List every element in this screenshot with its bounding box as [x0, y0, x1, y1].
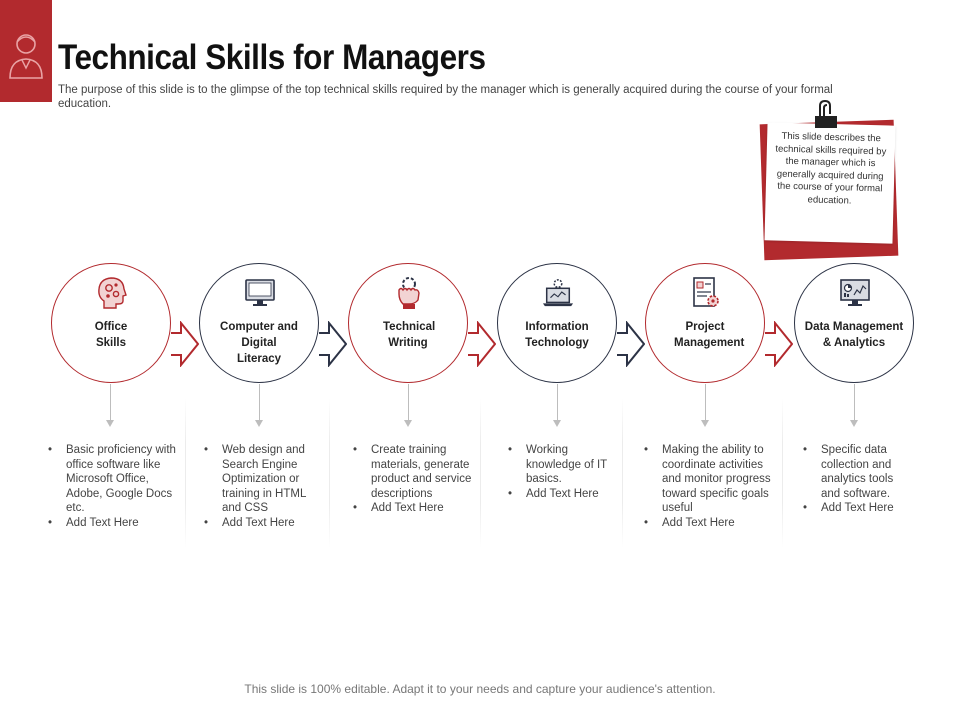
column-divider — [782, 398, 783, 548]
connector-arrowhead — [850, 420, 858, 427]
list-item: • Add Text Here — [642, 516, 772, 531]
connector-line — [259, 384, 260, 424]
list-item: • Add Text Here — [46, 516, 178, 531]
step-arrow — [171, 321, 199, 367]
step-label: Project Management — [674, 321, 745, 349]
connector-line — [854, 384, 855, 424]
bullet-list — [506, 443, 616, 501]
step-label: Office Skills — [94, 321, 128, 349]
fist-gear-icon — [393, 276, 425, 310]
connector-line — [705, 384, 706, 424]
list-item: • Basic proficiency with office software like Microsoft Office, Adobe, Google Docs etc. — [46, 443, 178, 516]
list-item: • Making the ability to coordinate activities and monitor progress toward specific goals useful — [642, 443, 772, 516]
connector-line — [110, 384, 111, 424]
footer-note: This slide is 100% editable. Adapt it to your needs and capture your audience's attention. — [244, 682, 716, 696]
monitor-icon — [244, 278, 276, 308]
bullet-list — [351, 443, 476, 516]
step-computer-literacy — [199, 263, 319, 383]
list-item: • Add Text Here — [351, 501, 476, 516]
column-divider — [480, 398, 481, 548]
step-label: Information Technology — [525, 321, 589, 349]
connector-arrowhead — [404, 420, 412, 427]
connector-arrowhead — [701, 420, 709, 427]
column-divider — [185, 398, 186, 548]
sticky-note — [760, 100, 900, 260]
step-technical-writing — [348, 263, 468, 383]
analytics-monitor-icon — [839, 277, 871, 309]
connector-arrowhead — [553, 420, 561, 427]
bullet-list — [46, 443, 178, 530]
step-label: Computer and Digital Literacy — [220, 321, 298, 365]
step-arrow — [765, 321, 793, 367]
connector-arrowhead — [106, 420, 114, 427]
step-arrow — [468, 321, 496, 367]
step-label: Technical Writing — [383, 321, 436, 349]
document-gear-icon — [690, 276, 722, 310]
list-item: • Add Text Here — [506, 487, 616, 502]
corner-badge — [0, 0, 52, 102]
bullet-list — [202, 443, 324, 530]
list-item: • Working knowledge of IT basics. — [506, 443, 616, 487]
step-arrow — [319, 321, 347, 367]
list-item: • Specific data collection and analytics tools and software. — [801, 443, 913, 501]
list-item: • Add Text Here — [202, 516, 324, 531]
note-text: This slide describes the technical skills required by the manager which is generally acquired during the course of your formal education. — [764, 122, 895, 243]
page-subtitle: The purpose of this slide is to the glimpse of the top technical skills required by the manager which is generally acquired during the course of your formal education. — [58, 84, 833, 110]
step-information-technology — [497, 263, 617, 383]
connector-arrowhead — [255, 420, 263, 427]
bullet-list — [801, 443, 913, 516]
list-item: • Add Text Here — [801, 501, 913, 516]
step-office-skills — [51, 263, 171, 383]
list-item: • Web design and Search Engine Optimization or training in HTML and CSS — [202, 443, 324, 516]
page-title: Technical Skills for Managers — [58, 38, 486, 77]
connector-line — [557, 384, 558, 424]
step-project-management — [645, 263, 765, 383]
step-data-management — [794, 263, 914, 383]
bullet-list — [642, 443, 772, 530]
column-divider — [622, 398, 623, 548]
step-arrow — [617, 321, 645, 367]
head-gears-icon — [96, 276, 128, 310]
connector-line — [408, 384, 409, 424]
laptop-gear-icon — [542, 277, 574, 309]
column-divider — [329, 398, 330, 548]
list-item: • Create training materials, generate product and service descriptions — [351, 443, 476, 501]
binder-clip-icon — [814, 100, 838, 130]
user-icon — [6, 30, 46, 82]
step-label: Data Management & Analytics — [804, 321, 904, 349]
